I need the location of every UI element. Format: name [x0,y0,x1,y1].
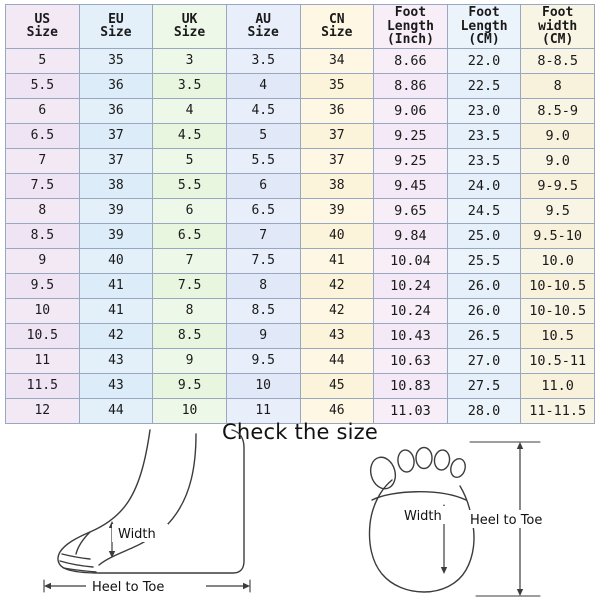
cell-foot-width-cm: 10.5-11 [521,348,595,373]
cell-uk-size: 3 [153,48,227,73]
cell-us-size: 9.5 [6,273,80,298]
table-row [6,323,595,348]
header-line2: (CM) [468,32,500,48]
column-header-eu-size [79,5,153,49]
cell-foot-width-cm: 9-9.5 [521,173,595,198]
cell-cn-size: 37 [300,148,374,173]
cell-cn-size: 34 [300,48,374,73]
header-line1: Foot width [538,5,578,34]
cell-foot-length-inch: 10.24 [374,298,448,323]
cell-foot-width-cm: 9.0 [521,148,595,173]
cell-foot-width-cm: 11.0 [521,373,595,398]
column-header-foot-length-inch [374,5,448,49]
cell-cn-size: 46 [300,398,374,423]
header-line1: US [34,11,51,27]
cell-uk-size: 4.5 [153,123,227,148]
top-view-length-label: Heel to Toe [470,513,543,528]
cell-foot-length-inch: 9.45 [374,173,448,198]
cell-foot-width-cm: 10.0 [521,248,595,273]
cell-foot-length-inch: 10.83 [374,373,448,398]
cell-au-size: 11 [226,398,300,423]
cell-us-size: 6 [6,98,80,123]
cell-eu-size: 39 [79,223,153,248]
cell-foot-length-inch: 9.65 [374,198,448,223]
cell-foot-length-inch: 10.43 [374,323,448,348]
cell-au-size: 5.5 [226,148,300,173]
cell-us-size: 9 [6,248,80,273]
cell-us-size: 7.5 [6,173,80,198]
cell-eu-size: 38 [79,173,153,198]
cell-cn-size: 44 [300,348,374,373]
header-line2: Size [100,25,132,41]
table-row [6,223,595,248]
side-view-length-label: Heel to Toe [92,580,165,595]
cell-foot-length-cm: 26.0 [447,298,521,323]
cell-cn-size: 35 [300,73,374,98]
table-row [6,373,595,398]
cell-foot-width-cm: 10.5 [521,323,595,348]
cell-eu-size: 35 [79,48,153,73]
column-header-us-size [6,5,80,49]
cell-uk-size: 3.5 [153,73,227,98]
header-line1: UK [181,11,198,27]
cell-eu-size: 43 [79,348,153,373]
cell-eu-size: 39 [79,198,153,223]
cell-cn-size: 41 [300,248,374,273]
cell-au-size: 3.5 [226,48,300,73]
cell-foot-length-inch: 10.24 [374,273,448,298]
table-row [6,48,595,73]
cell-foot-width-cm: 9.5-10 [521,223,595,248]
cell-foot-length-inch: 8.86 [374,73,448,98]
foot-measurement-diagram [0,428,600,600]
cell-foot-length-inch: 10.04 [374,248,448,273]
table-row [6,198,595,223]
cell-eu-size: 43 [79,373,153,398]
cell-au-size: 4.5 [226,98,300,123]
cell-au-size: 9.5 [226,348,300,373]
cell-foot-length-inch: 10.63 [374,348,448,373]
cell-uk-size: 5.5 [153,173,227,198]
cell-au-size: 6.5 [226,198,300,223]
cell-foot-length-cm: 23.5 [447,123,521,148]
cell-au-size: 7.5 [226,248,300,273]
cell-eu-size: 41 [79,298,153,323]
cell-us-size: 5.5 [6,73,80,98]
page-title: Check the size [222,420,378,444]
cell-foot-length-inch: 9.25 [374,123,448,148]
cell-uk-size: 9.5 [153,373,227,398]
cell-eu-size: 40 [79,248,153,273]
table-row [6,73,595,98]
cell-au-size: 4 [226,73,300,98]
cell-foot-length-cm: 24.5 [447,198,521,223]
cell-eu-size: 41 [79,273,153,298]
cell-eu-size: 42 [79,323,153,348]
cell-cn-size: 39 [300,198,374,223]
cell-us-size: 8.5 [6,223,80,248]
cell-cn-size: 43 [300,323,374,348]
table-row [6,173,595,198]
cell-foot-length-cm: 22.0 [447,48,521,73]
table-row [6,98,595,123]
column-header-foot-length-cm [447,5,521,49]
cell-foot-length-cm: 22.5 [447,73,521,98]
cell-foot-width-cm: 9.5 [521,198,595,223]
cell-foot-length-cm: 28.0 [447,398,521,423]
cell-us-size: 10.5 [6,323,80,348]
cell-eu-size: 36 [79,73,153,98]
cell-us-size: 10 [6,298,80,323]
table-row [6,298,595,323]
cell-foot-length-cm: 26.5 [447,323,521,348]
header-line1: Foot Length [460,5,508,34]
table-row [6,273,595,298]
cell-eu-size: 37 [79,123,153,148]
cell-foot-length-cm: 26.0 [447,273,521,298]
cell-uk-size: 6 [153,198,227,223]
header-line2: Size [321,25,353,41]
cell-cn-size: 40 [300,223,374,248]
top-view-width-label: Width [404,509,442,524]
cell-foot-length-cm: 25.5 [447,248,521,273]
header-line1: CN [328,11,345,27]
size-table-body [6,48,595,423]
cell-foot-width-cm: 10-10.5 [521,273,595,298]
header-line1: EU [108,11,124,27]
cell-foot-length-inch: 9.84 [374,223,448,248]
cell-foot-length-cm: 23.0 [447,98,521,123]
table-row [6,348,595,373]
cell-us-size: 8 [6,198,80,223]
cell-cn-size: 45 [300,373,374,398]
cell-au-size: 8 [226,273,300,298]
column-header-cn-size [300,5,374,49]
size-table-header [6,5,595,49]
size-table-container [5,4,595,424]
cell-us-size: 12 [6,398,80,423]
cell-foot-width-cm: 8.5-9 [521,98,595,123]
cell-us-size: 11 [6,348,80,373]
header-line1: AU [255,11,272,27]
size-table [5,4,595,424]
column-header-uk-size [153,5,227,49]
header-line2: Size [247,25,279,41]
cell-au-size: 8.5 [226,298,300,323]
cell-eu-size: 44 [79,398,153,423]
cell-us-size: 7 [6,148,80,173]
cell-foot-width-cm: 8 [521,73,595,98]
cell-uk-size: 6.5 [153,223,227,248]
cell-foot-length-cm: 25.0 [447,223,521,248]
cell-foot-width-cm: 11-11.5 [521,398,595,423]
cell-eu-size: 37 [79,148,153,173]
header-line2: Size [173,25,206,41]
cell-uk-size: 7 [153,248,227,273]
cell-us-size: 11.5 [6,373,80,398]
cell-uk-size: 7.5 [153,273,227,298]
cell-cn-size: 37 [300,123,374,148]
cell-foot-length-cm: 23.5 [447,148,521,173]
table-row [6,123,595,148]
table-header-row [6,5,595,49]
header-line2: (CM) [542,32,574,48]
cell-au-size: 9 [226,323,300,348]
cell-foot-length-inch: 9.25 [374,148,448,173]
cell-foot-width-cm: 9.0 [521,123,595,148]
cell-uk-size: 9 [153,348,227,373]
cell-foot-length-cm: 27.0 [447,348,521,373]
cell-foot-length-cm: 27.5 [447,373,521,398]
header-line2: Size [26,25,58,41]
cell-au-size: 7 [226,223,300,248]
cell-foot-width-cm: 10-10.5 [521,298,595,323]
cell-uk-size: 10 [153,398,227,423]
cell-foot-length-inch: 11.03 [374,398,448,423]
cell-uk-size: 5 [153,148,227,173]
header-line1: Foot Length [386,5,434,34]
cell-uk-size: 8.5 [153,323,227,348]
column-header-foot-width-cm [521,5,595,49]
cell-au-size: 5 [226,123,300,148]
cell-foot-length-inch: 9.06 [374,98,448,123]
cell-cn-size: 42 [300,273,374,298]
cell-au-size: 6 [226,173,300,198]
cell-us-size: 5 [6,48,80,73]
cell-foot-width-cm: 8-8.5 [521,48,595,73]
cell-cn-size: 38 [300,173,374,198]
cell-uk-size: 4 [153,98,227,123]
cell-eu-size: 36 [79,98,153,123]
column-header-au-size [226,5,300,49]
cell-us-size: 6.5 [6,123,80,148]
cell-uk-size: 8 [153,298,227,323]
header-line2: (Inch) [386,32,434,48]
cell-cn-size: 36 [300,98,374,123]
cell-au-size: 10 [226,373,300,398]
side-view-width-label: Width [118,527,156,542]
cell-foot-length-inch: 8.66 [374,48,448,73]
cell-foot-length-cm: 24.0 [447,173,521,198]
table-row [6,148,595,173]
table-row [6,248,595,273]
cell-cn-size: 42 [300,298,374,323]
